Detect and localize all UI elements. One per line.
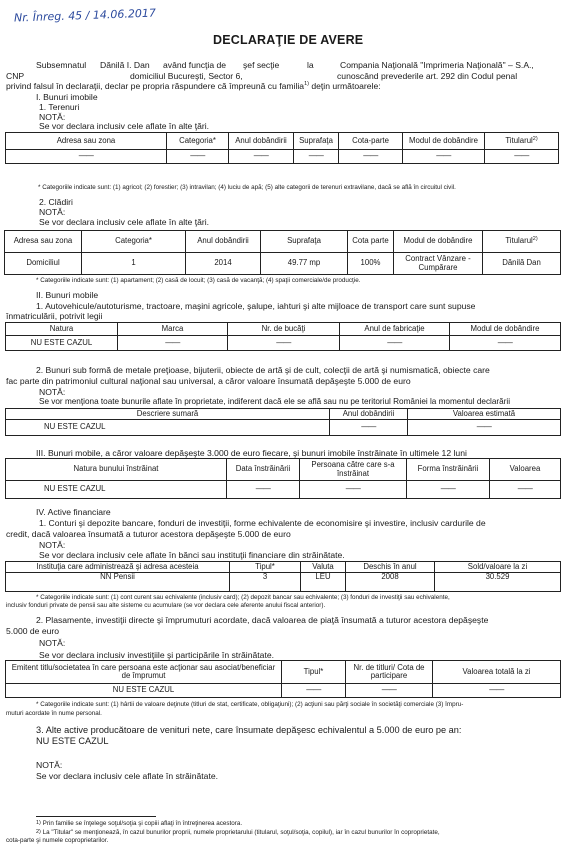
header-cell: Suprafaţa — [261, 231, 348, 253]
table-row — [6, 573, 561, 592]
bunuri-pretioase-table — [5, 408, 561, 436]
header-cell: Tipul* — [230, 562, 301, 573]
cladiri-table — [4, 230, 561, 275]
header-cell: Titularul$^{2)}$ — [483, 231, 561, 253]
table-cell: Contract Vânzare - Cumpărare — [394, 253, 483, 275]
table-cell: —— — [6, 150, 167, 164]
section-4-3-value: NU ESTE CAZUL — [36, 736, 109, 746]
section-2-2-text: 2. Bunuri sub formă de metale preţioase, bijuterii, obiecte de artă şi de cult, colecţii de artă şi numismatică, obiecte care — [36, 365, 490, 375]
footnote-separator — [36, 816, 156, 817]
header-cell: Titularul$^{2)}$ — [485, 133, 559, 150]
nota-label: NOTĂ: — [36, 760, 63, 770]
table-cell: —— — [294, 150, 339, 164]
table-cell: —— — [485, 150, 559, 164]
header-cell: Cota-parte — [339, 133, 403, 150]
header-cell: Adresa sau zona — [6, 133, 167, 150]
header-cell: Modul de dobândire — [450, 323, 561, 336]
header-cell: Valuta — [301, 562, 346, 573]
header-cell: Modul de dobândire — [403, 133, 485, 150]
header-cell: Persoana către care s-a înstrăinat — [300, 459, 407, 481]
header-cell: Marca — [118, 323, 228, 336]
section-4-heading: IV. Active financiare — [36, 507, 111, 517]
intro-function-label: având funcţia de — [163, 60, 227, 70]
table-cell: —— — [300, 481, 407, 499]
table-cell: —— — [433, 684, 561, 698]
table-cell: LEU — [301, 573, 346, 592]
intro-company: Compania Naţională "Imprimeria Naţională" – S.A., — [340, 60, 534, 70]
conturi-table — [5, 561, 561, 592]
section-1-1-heading: 1. Terenuri — [39, 102, 80, 112]
table-cell: 100% — [348, 253, 394, 275]
footnote-1: 1) Prin familie se înţelege soţul/soţia şi copiii aflaţi în întreţinerea acestora. — [36, 820, 243, 827]
table-cell: 3 — [230, 573, 301, 592]
header-cell: Descriere sumară — [6, 409, 330, 420]
section-1-2-heading: 2. Clădiri — [39, 197, 73, 207]
intro-subsemnatul: Subsemnatul — [36, 60, 87, 70]
header-cell: Cota parte — [348, 231, 394, 253]
header-cell: Nr. de bucăţi — [228, 323, 340, 336]
nota-label: NOTĂ: — [39, 207, 66, 217]
header-cell: Sold/valoare la zi — [435, 562, 561, 573]
nota-label: NOTĂ: — [39, 638, 66, 648]
table-cell: —— — [282, 684, 346, 698]
header-cell: Tipul* — [282, 661, 346, 684]
terenuri-footnote: * Categoriile indicate sunt: (1) agricol; (2) forestier; (3) intravilan; (4) luciu de apă; (5) alte categorii de terenuri extravilane, dacă se află în circuitul civil. — [38, 184, 456, 191]
header-cell: Anul de fabricaţie — [340, 323, 450, 336]
table-cell: —— — [228, 336, 340, 351]
header-cell: Forma înstrăinării — [407, 459, 490, 481]
header-cell: Data înstrăinării — [227, 459, 300, 481]
nota-text: Se vor menţiona toate bunurile aflate în proprietate, indiferent dacă ele se află sau nu pe teritoriul României la momentul declarării — [39, 397, 511, 406]
table-header-row — [6, 562, 561, 573]
section-1-heading: I. Bunuri imobile — [36, 92, 98, 102]
table-cell: 49.77 mp — [261, 253, 348, 275]
intro-cnp: CNP — [6, 71, 25, 81]
header-cell: Instituţia care administrează şi adresa acesteia — [6, 562, 230, 573]
cladiri-footnote: * Categoriile indicate sunt: (1) apartament; (2) casă de locuit; (3) casă de vacanţă; (4) spaţii comerciale/de producţie. — [36, 277, 361, 284]
table-cell: NU ESTE CAZUL — [6, 420, 330, 436]
table-row — [5, 253, 561, 275]
table-header-row — [6, 133, 559, 150]
section-2-heading: II. Bunuri mobile — [36, 290, 99, 300]
table-cell: Dănilă Dan — [483, 253, 561, 275]
table-cell: 30.529 — [435, 573, 561, 592]
autovehicule-table — [5, 322, 561, 351]
instrainate-table — [5, 458, 561, 499]
conturi-footnote-cont: inclusiv fonduri private de pensii sau alte sisteme cu acumulare (se vor declara cele aferente anului fiscal anterior). — [6, 602, 326, 609]
plasamente-footnote-cont: muturi acordate în nume personal. — [6, 710, 102, 717]
table-cell: —— — [403, 150, 485, 164]
table-cell: NN Pensii — [6, 573, 230, 592]
header-cell: Anul dobândirii — [186, 231, 261, 253]
table-cell: —— — [227, 481, 300, 499]
intro-function: şef secţie — [243, 60, 280, 70]
nota-text: Se vor declara inclusiv cele aflate în bănci sau instituţii financiare din străinătate. — [39, 550, 345, 560]
intro-declaration: privind falsul în declaraţii, declar pe propria răspundere că împreună cu familia$^{1)}$ deţin următoarele: — [6, 81, 381, 91]
section-4-2-text-cont: 5.000 de euro — [6, 626, 60, 636]
nota-label: NOTĂ: — [39, 540, 66, 550]
header-cell: Emitent titlu/societatea în care persoana este acţionar sau asociat/beneficiar de împrumut — [6, 661, 282, 684]
table-row — [6, 420, 561, 436]
table-cell: NU ESTE CAZUL — [6, 481, 227, 499]
header-cell: Categoria* — [82, 231, 186, 253]
header-cell: Valoarea totală la zi — [433, 661, 561, 684]
header-cell: Adresa sau zona — [5, 231, 82, 253]
section-3-heading: III. Bunuri mobile, a căror valoare depăşeşte 3.000 de euro fiecare, şi bunuri imobile înstrăinate în ultimele 12 luni — [36, 448, 467, 458]
page-title: DECLARAŢIE DE AVERE — [213, 33, 364, 47]
header-cell: Anul dobândirii — [330, 409, 408, 420]
table-cell: —— — [167, 150, 229, 164]
table-cell: 2008 — [346, 573, 435, 592]
intro-legal: cunoscând prevederile art. 292 din Codul penal — [337, 71, 518, 81]
intro-domicile: domiciliul Bucureşti, Sector 6, — [130, 71, 243, 81]
table-cell: —— — [490, 481, 561, 499]
nota-text: Se vor declara inclusiv cele aflate în alte ţări. — [39, 121, 210, 131]
section-4-1-text: 1. Conturi şi depozite bancare, fonduri de investiţii, forme echivalente de economisire şi investire, inclusiv cardurile de — [39, 518, 486, 528]
header-cell: Categoria* — [167, 133, 229, 150]
table-cell: NU ESTE CAZUL — [6, 336, 118, 351]
table-header-row — [6, 661, 561, 684]
table-cell: —— — [408, 420, 561, 436]
table-cell: —— — [346, 684, 433, 698]
footnote-2: 2) La "Titular" se menţionează, în cazul bunurilor proprii, numele proprietarului (titularul, soţul/soţia, copilul), iar în cazul bunurilor în coproprietate, — [36, 829, 440, 836]
terenuri-table — [5, 132, 559, 164]
header-cell: Suprafaţa — [294, 133, 339, 150]
table-cell: NU ESTE CAZUL — [6, 684, 282, 698]
header-cell: Valoarea — [490, 459, 561, 481]
table-cell: 1 — [82, 253, 186, 275]
section-4-3-text: 3. Alte active producătoare de venituri nete, care însumate depăşesc echivalentul a 5.000 de euro pe an: — [36, 725, 462, 735]
table-cell: —— — [450, 336, 561, 351]
section-2-1-text-cont: înmatriculării, potrivit legii — [6, 311, 103, 321]
table-header-row — [5, 231, 561, 253]
nota-text: Se vor declara inclusiv cele aflate în alte ţări. — [39, 217, 210, 227]
nota-text: Se vor declara inclusiv investiţiile şi participările în străinătate. — [39, 650, 274, 660]
table-cell: 2014 — [186, 253, 261, 275]
table-row — [6, 150, 559, 164]
header-cell: Anul dobândirii — [229, 133, 294, 150]
registration-number-handwritten: Nr. Înreg. 45 / 14.06.2017 — [13, 6, 157, 25]
table-cell: Domiciliul — [5, 253, 82, 275]
table-cell: —— — [340, 336, 450, 351]
plasamente-footnote: * Categoriile indicate sunt: (1) hârtii de valoare deţinute (titluri de stat, certificate, obligaţiuni); (2) acţiuni sau părţi sociale în societăţi comerciale (3) împru- — [36, 701, 464, 708]
header-cell: Nr. de titluri/ Cota de participare — [346, 661, 433, 684]
header-cell: Natura bunului înstrăinat — [6, 459, 227, 481]
intro-name: Dănilă I. Dan — [100, 60, 150, 70]
section-4-1-text-cont: credit, dacă valoarea însumată a tuturor acestora depăşeşte 5.000 de euro — [6, 529, 291, 539]
table-row — [6, 481, 561, 499]
nota-label: NOTĂ: — [39, 387, 66, 397]
header-cell: Deschis în anul — [346, 562, 435, 573]
table-cell: —— — [118, 336, 228, 351]
table-header-row — [6, 409, 561, 420]
section-4-2-text: 2. Plasamente, investiţii directe şi împrumuturi acordate, dacă valoarea de piaţă însumată a tuturor acestora depăşeşte — [36, 615, 489, 625]
header-cell: Valoarea estimată — [408, 409, 561, 420]
section-2-1-text: 1. Autovehicule/autoturisme, tractoare, maşini agricole, şalupe, iahturi şi alte mijloace de transport care sunt supuse — [36, 301, 476, 311]
nota-text: Se vor declara inclusiv cele aflate în străinătate. — [36, 771, 218, 781]
table-row — [6, 336, 561, 351]
section-2-2-text-cont: fac parte din patrimoniul cultural naţional sau universal, a căror valoare însumată depăşeşte 5.000 de euro — [6, 376, 411, 386]
header-cell: Modul de dobândire — [394, 231, 483, 253]
nota-label: NOTĂ: — [39, 112, 66, 122]
table-cell: —— — [229, 150, 294, 164]
table-row — [6, 684, 561, 698]
header-cell: Natura — [6, 323, 118, 336]
table-cell: —— — [339, 150, 403, 164]
plasamente-table — [5, 660, 561, 698]
table-header-row — [6, 459, 561, 481]
conturi-footnote: * Categoriile indicate sunt: (1) cont curent sau echivalente (inclusiv card); (2) depozit bancar sau echivalente; (3) fonduri de investiţii sau echivalente, — [36, 594, 450, 601]
table-cell: —— — [407, 481, 490, 499]
intro-la: la — [307, 60, 314, 70]
table-header-row — [6, 323, 561, 336]
table-cell: —— — [330, 420, 408, 436]
footnote-2-cont: cota-parte şi numele coproprietarilor. — [6, 837, 109, 844]
